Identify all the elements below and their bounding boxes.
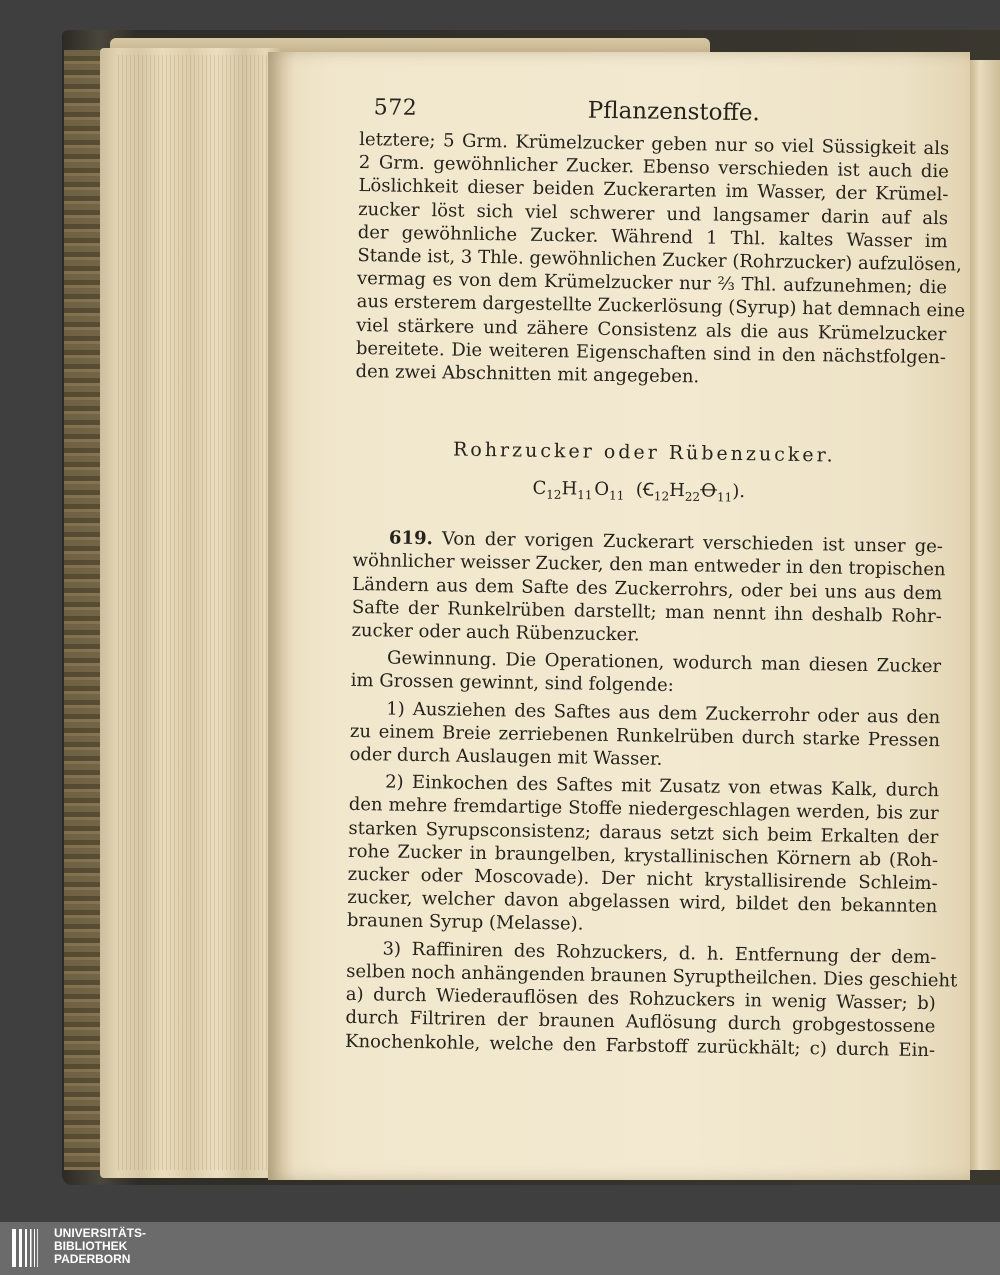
text-line: Stande ist, 3 Thle. gewöhnlichen Zucker (Rohrzucker) aufzulösen, xyxy=(357,244,962,276)
formula-sub: 12 xyxy=(653,489,670,504)
gewinnung-paragraph xyxy=(351,646,942,702)
text-line: den mehre fremdartige Stoffe niedergeschlagen werden, bis zur xyxy=(348,794,939,825)
formula-part: C xyxy=(532,478,547,500)
text-line: Gewinnung. Die Operationen, wodurch man diesen Zucker xyxy=(386,647,942,678)
intro-paragraph xyxy=(355,128,966,392)
text-line: zucker, welcher davon abgelassen wird, bildet den bekannten xyxy=(347,887,938,918)
text-line: 2 Grm. gewöhnlicher Zucker. Ebenso verschieden ist auch die xyxy=(358,152,949,183)
formula-part: ). xyxy=(732,481,746,503)
library-name-line: UNIVERSITÄTS- xyxy=(54,1226,147,1240)
formula-sub: 22 xyxy=(684,490,701,505)
formula-sub: 11 xyxy=(716,490,733,505)
text-line: 2) Einkochen des Saftes mit Zusatz von etwas Kalk, durch xyxy=(384,771,940,802)
text-line: 1) Ausziehen des Saftes aus dem Zuckerrohr oder aus den xyxy=(386,698,941,728)
text-line: Knochenkohle, welche den Farbstoff zurückhält; c) durch Ein- xyxy=(344,1030,936,1061)
text-line: braunen Syrup (Melasse). xyxy=(346,910,584,936)
formula-part: ( xyxy=(635,479,644,501)
text-line: zu einem Breie zerriebenen Runkelrüben durch starke Pressen xyxy=(349,720,941,752)
formula-part: Ꝋ xyxy=(700,480,718,503)
section-heading: Rohrzucker oder Rübenzucker. xyxy=(452,438,836,467)
page-number: 572 xyxy=(373,95,418,121)
running-title: Pflanzenstoffe. xyxy=(587,97,760,127)
text-line: a) durch Wiederauflösen des Rohzuckers in wenig Wasser; b) xyxy=(345,983,936,1015)
library-name-line: PADERBORN xyxy=(54,1252,131,1266)
formula-sub: 12 xyxy=(546,488,562,503)
formula-sub: 11 xyxy=(577,488,593,503)
formula-sub: 11 xyxy=(608,488,625,504)
text-line: starken Syrupsconsistenz; daraus setzt sich beim Erkalten der xyxy=(348,817,939,848)
page-stack-lines xyxy=(118,55,278,1170)
text-line: aus ersterem dargestellte Zuckerlösung (Syrup) hat demnach eine xyxy=(356,291,966,322)
text-line: oder durch Auslaugen mit Wasser. xyxy=(349,743,663,770)
facing-page-edge xyxy=(966,60,1000,1170)
text-line: 3) Raffiniren des Rohzuckers, d. h. Entfernung der dem- xyxy=(382,938,937,968)
text-line: zucker löst sich viel schwerer und langsamer darin auf als xyxy=(357,198,949,229)
paragraph-619 xyxy=(351,526,946,651)
library-name-line: BIBLIOTHEK xyxy=(54,1239,128,1253)
step-3 xyxy=(344,937,958,1062)
formula-part: H xyxy=(561,478,578,500)
text-line: der gewöhnliche Zucker. Während 1 Thl. kaltes Wasser im xyxy=(357,221,948,253)
chemical-formula xyxy=(354,474,924,513)
text-line: zucker oder Moscovade). Der nicht krystallisirende Schleim- xyxy=(347,863,938,895)
paragraph-first-line: Von der vorigen Zuckerart verschieden ist unser ge- xyxy=(441,528,944,558)
library-name xyxy=(54,1227,146,1266)
text-line: selben noch anhängenden braunen Syruptheilchen. Dies geschieht xyxy=(346,960,958,992)
text-line: im Grossen gewinnt, sind folgende: xyxy=(350,670,674,697)
text-line: durch Filtriren der braunen Auflösung durch grobgestossene xyxy=(345,1007,936,1038)
formula-part: Ꞓ xyxy=(642,479,655,502)
text-line: Löslichkeit dieser beiden Zuckerarten im Wasser, der Krümel- xyxy=(358,175,949,206)
formula-part: H xyxy=(669,480,686,502)
text-line: viel stärkere und zähere Consistenz als die aus Krümelzucker xyxy=(356,314,947,345)
text-line: zucker oder auch Rübenzucker. xyxy=(351,619,640,646)
text-line: vermag es von dem Krümelzucker nur ⅔ Thl. aufzunehmen; die xyxy=(356,268,948,299)
text-line: Ländern aus dem Safte des Zuckerrohrs, oder bei uns aus dem xyxy=(352,573,943,604)
page-text xyxy=(344,92,966,1066)
library-logo-icon xyxy=(10,1225,48,1271)
text-line: letztere; 5 Grm. Krümelzucker geben nur so viel Süssigkeit als xyxy=(359,128,950,160)
book-spine xyxy=(64,50,104,1170)
library-footer xyxy=(0,1222,1000,1275)
step-1 xyxy=(349,697,940,776)
text-line: rohe Zucker in braungelben, krystallinischen Körnern ab (Roh- xyxy=(347,840,939,872)
text-line: den zwei Abschnitten mit angegeben. xyxy=(355,360,700,388)
paragraph-number: 619. xyxy=(388,527,433,550)
text-line: Safte der Runkelrüben darstellt; man nennt ihn deshalb Rohr- xyxy=(351,596,942,628)
text-line: bereitete. Die weiteren Eigenschaften sind in den nächstfolgen- xyxy=(355,337,947,369)
formula-part: O xyxy=(594,479,610,501)
text-line: wöhnlicher weisser Zucker, den man entweder in den tropischen xyxy=(352,550,946,581)
step-2 xyxy=(347,770,939,942)
